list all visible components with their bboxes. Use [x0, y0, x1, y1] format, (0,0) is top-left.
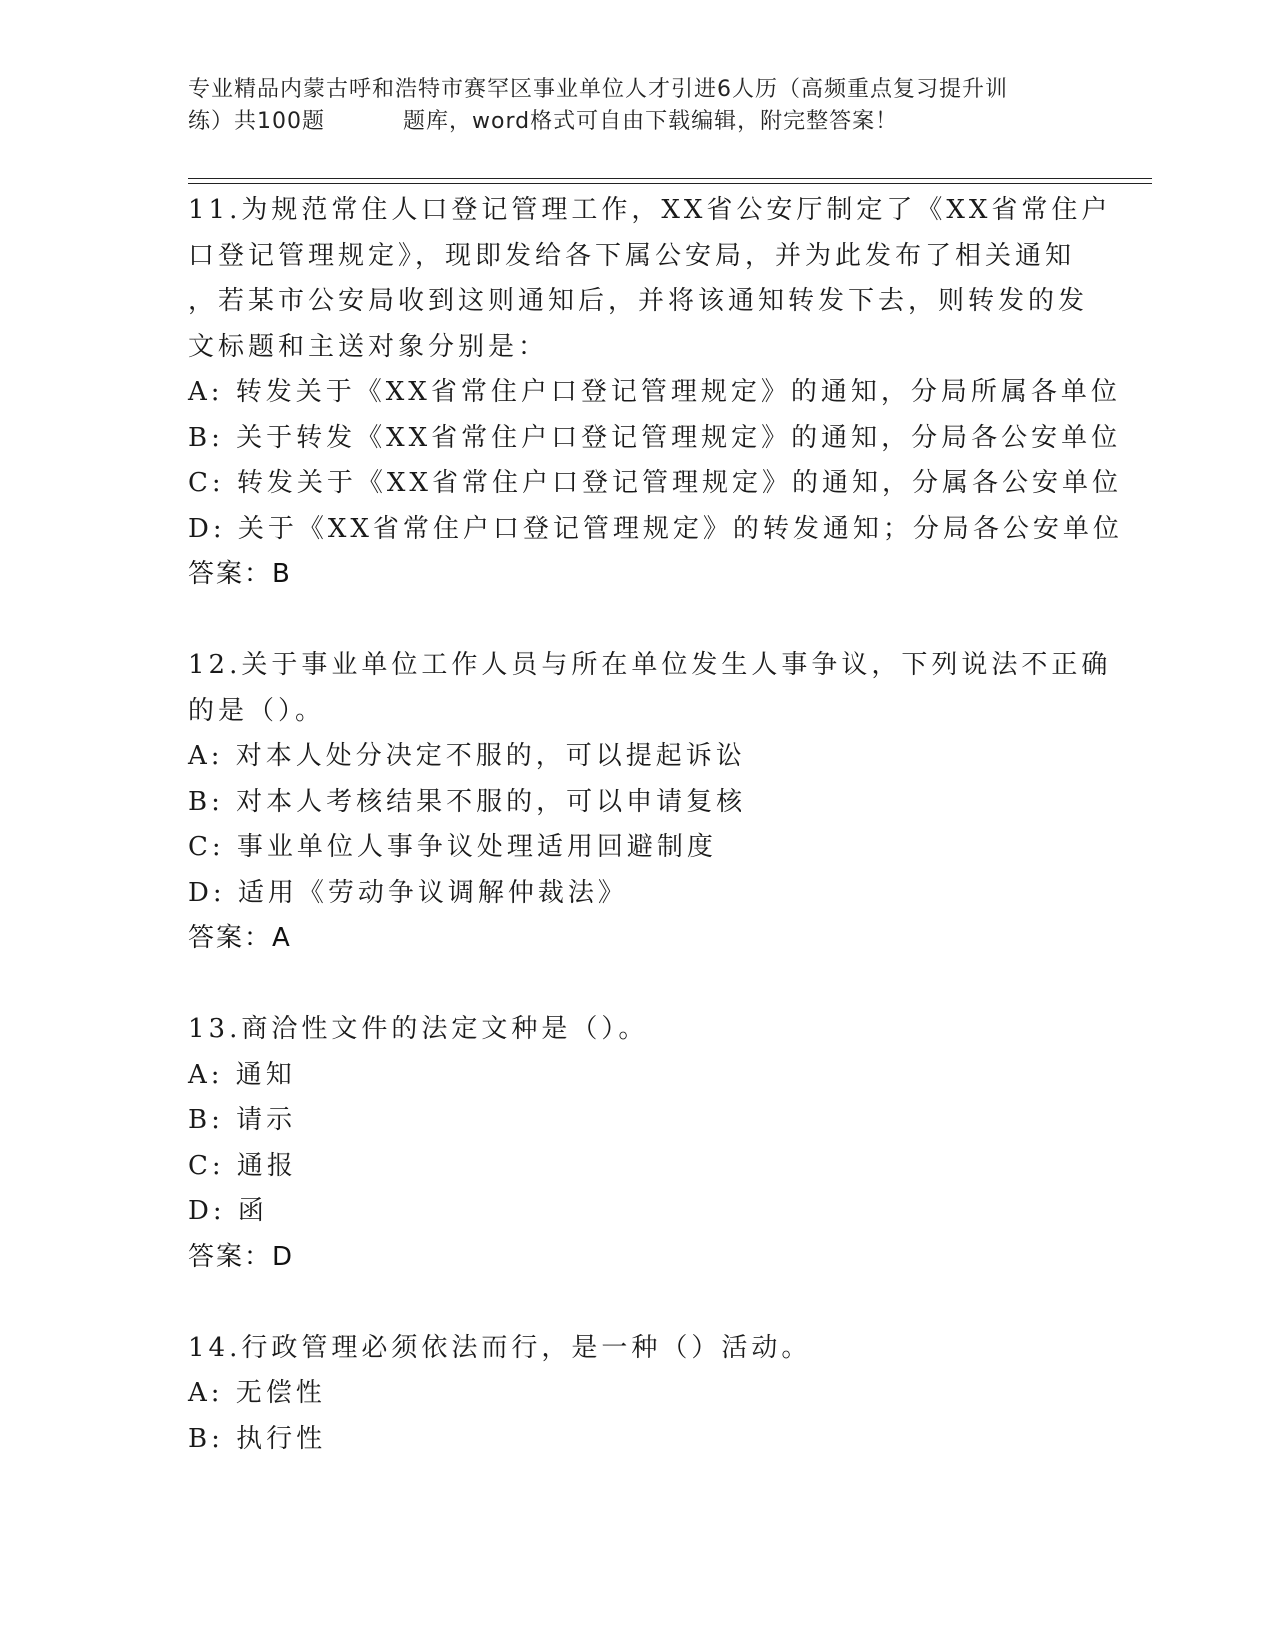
question-stem-line: 12.关于事业单位工作人员与所在单位发生人事争议，下列说法不正确 [188, 650, 1112, 680]
option-d: D: 函 [188, 1196, 268, 1226]
answer-line: 答案：A [188, 923, 292, 953]
header-line-2-part-2: 题库，word格式可自由下载编辑，附完整答案！ [403, 109, 899, 134]
option-b: B: 请示 [188, 1105, 297, 1135]
answer-line: 答案：B [188, 559, 292, 589]
question-spacer [188, 598, 1088, 644]
option-d: D: 适用《劳动争议调解仲裁法》 [188, 877, 628, 908]
option-a: A: 通知 [188, 1059, 296, 1090]
header-rule-top [188, 178, 1152, 179]
question-stem-line: 口登记管理规定》，现即发给各下属公安局，并为此发布了相关通知 [188, 240, 1076, 271]
question-stem-line: 14.行政管理必须依法而行，是一种（）活动。 [188, 1332, 812, 1363]
option-b: B: 执行性 [188, 1423, 327, 1454]
question-stem-line: 文标题和主送对象分别是： [188, 331, 549, 362]
header-rule-bottom [188, 183, 1152, 184]
page-header [188, 74, 1088, 138]
question-12 [188, 643, 1112, 962]
answer-line: 答案：D [188, 1241, 295, 1272]
option-c: C: 通报 [188, 1150, 297, 1181]
question-stem-line: 的是（）。 [188, 695, 326, 726]
header-line-2 [188, 106, 1088, 138]
question-14 [188, 1326, 1088, 1463]
header-line-2-part-1: 练）共100题 [188, 109, 325, 134]
option-b: B: 关于转发《XX省常住户口登记管理规定》的通知，分局各公安单位 [188, 422, 1122, 453]
question-13 [188, 1007, 1088, 1280]
question-11 [188, 188, 1123, 598]
question-stem-line: 11.为规范常住人口登记管理工作，XX省公安厅制定了《XX省常住户 [188, 195, 1112, 225]
question-stem-line: ，若某市公安局收到这则通知后，并将该通知转发下去，则转发的发 [188, 286, 1089, 316]
question-spacer [188, 962, 1088, 1008]
option-c: C: 事业单位人事争议处理适用回避制度 [188, 832, 717, 862]
option-c: C: 转发关于《XX省常住户口登记管理规定》的通知，分属各公安单位 [188, 468, 1122, 498]
question-spacer [188, 1280, 1088, 1326]
question-list [188, 188, 1123, 1462]
header-line-1: 专业精品内蒙古呼和浩特市赛罕区事业单位人才引进6人历（高频重点复习提升训 [188, 77, 1008, 102]
option-a: A: 无偿性 [188, 1378, 326, 1408]
question-stem-line: 13.商洽性文件的法定文种是（）。 [188, 1014, 649, 1044]
option-a: A: 对本人处分决定不服的，可以提起诉讼 [188, 741, 746, 771]
option-a: A: 转发关于《XX省常住户口登记管理规定》的通知，分局所属各单位 [188, 377, 1121, 407]
option-b: B: 对本人考核结果不服的，可以申请复核 [188, 786, 747, 817]
option-d: D: 关于《XX省常住户口登记管理规定》的转发通知；分局各公安单位 [188, 513, 1123, 544]
